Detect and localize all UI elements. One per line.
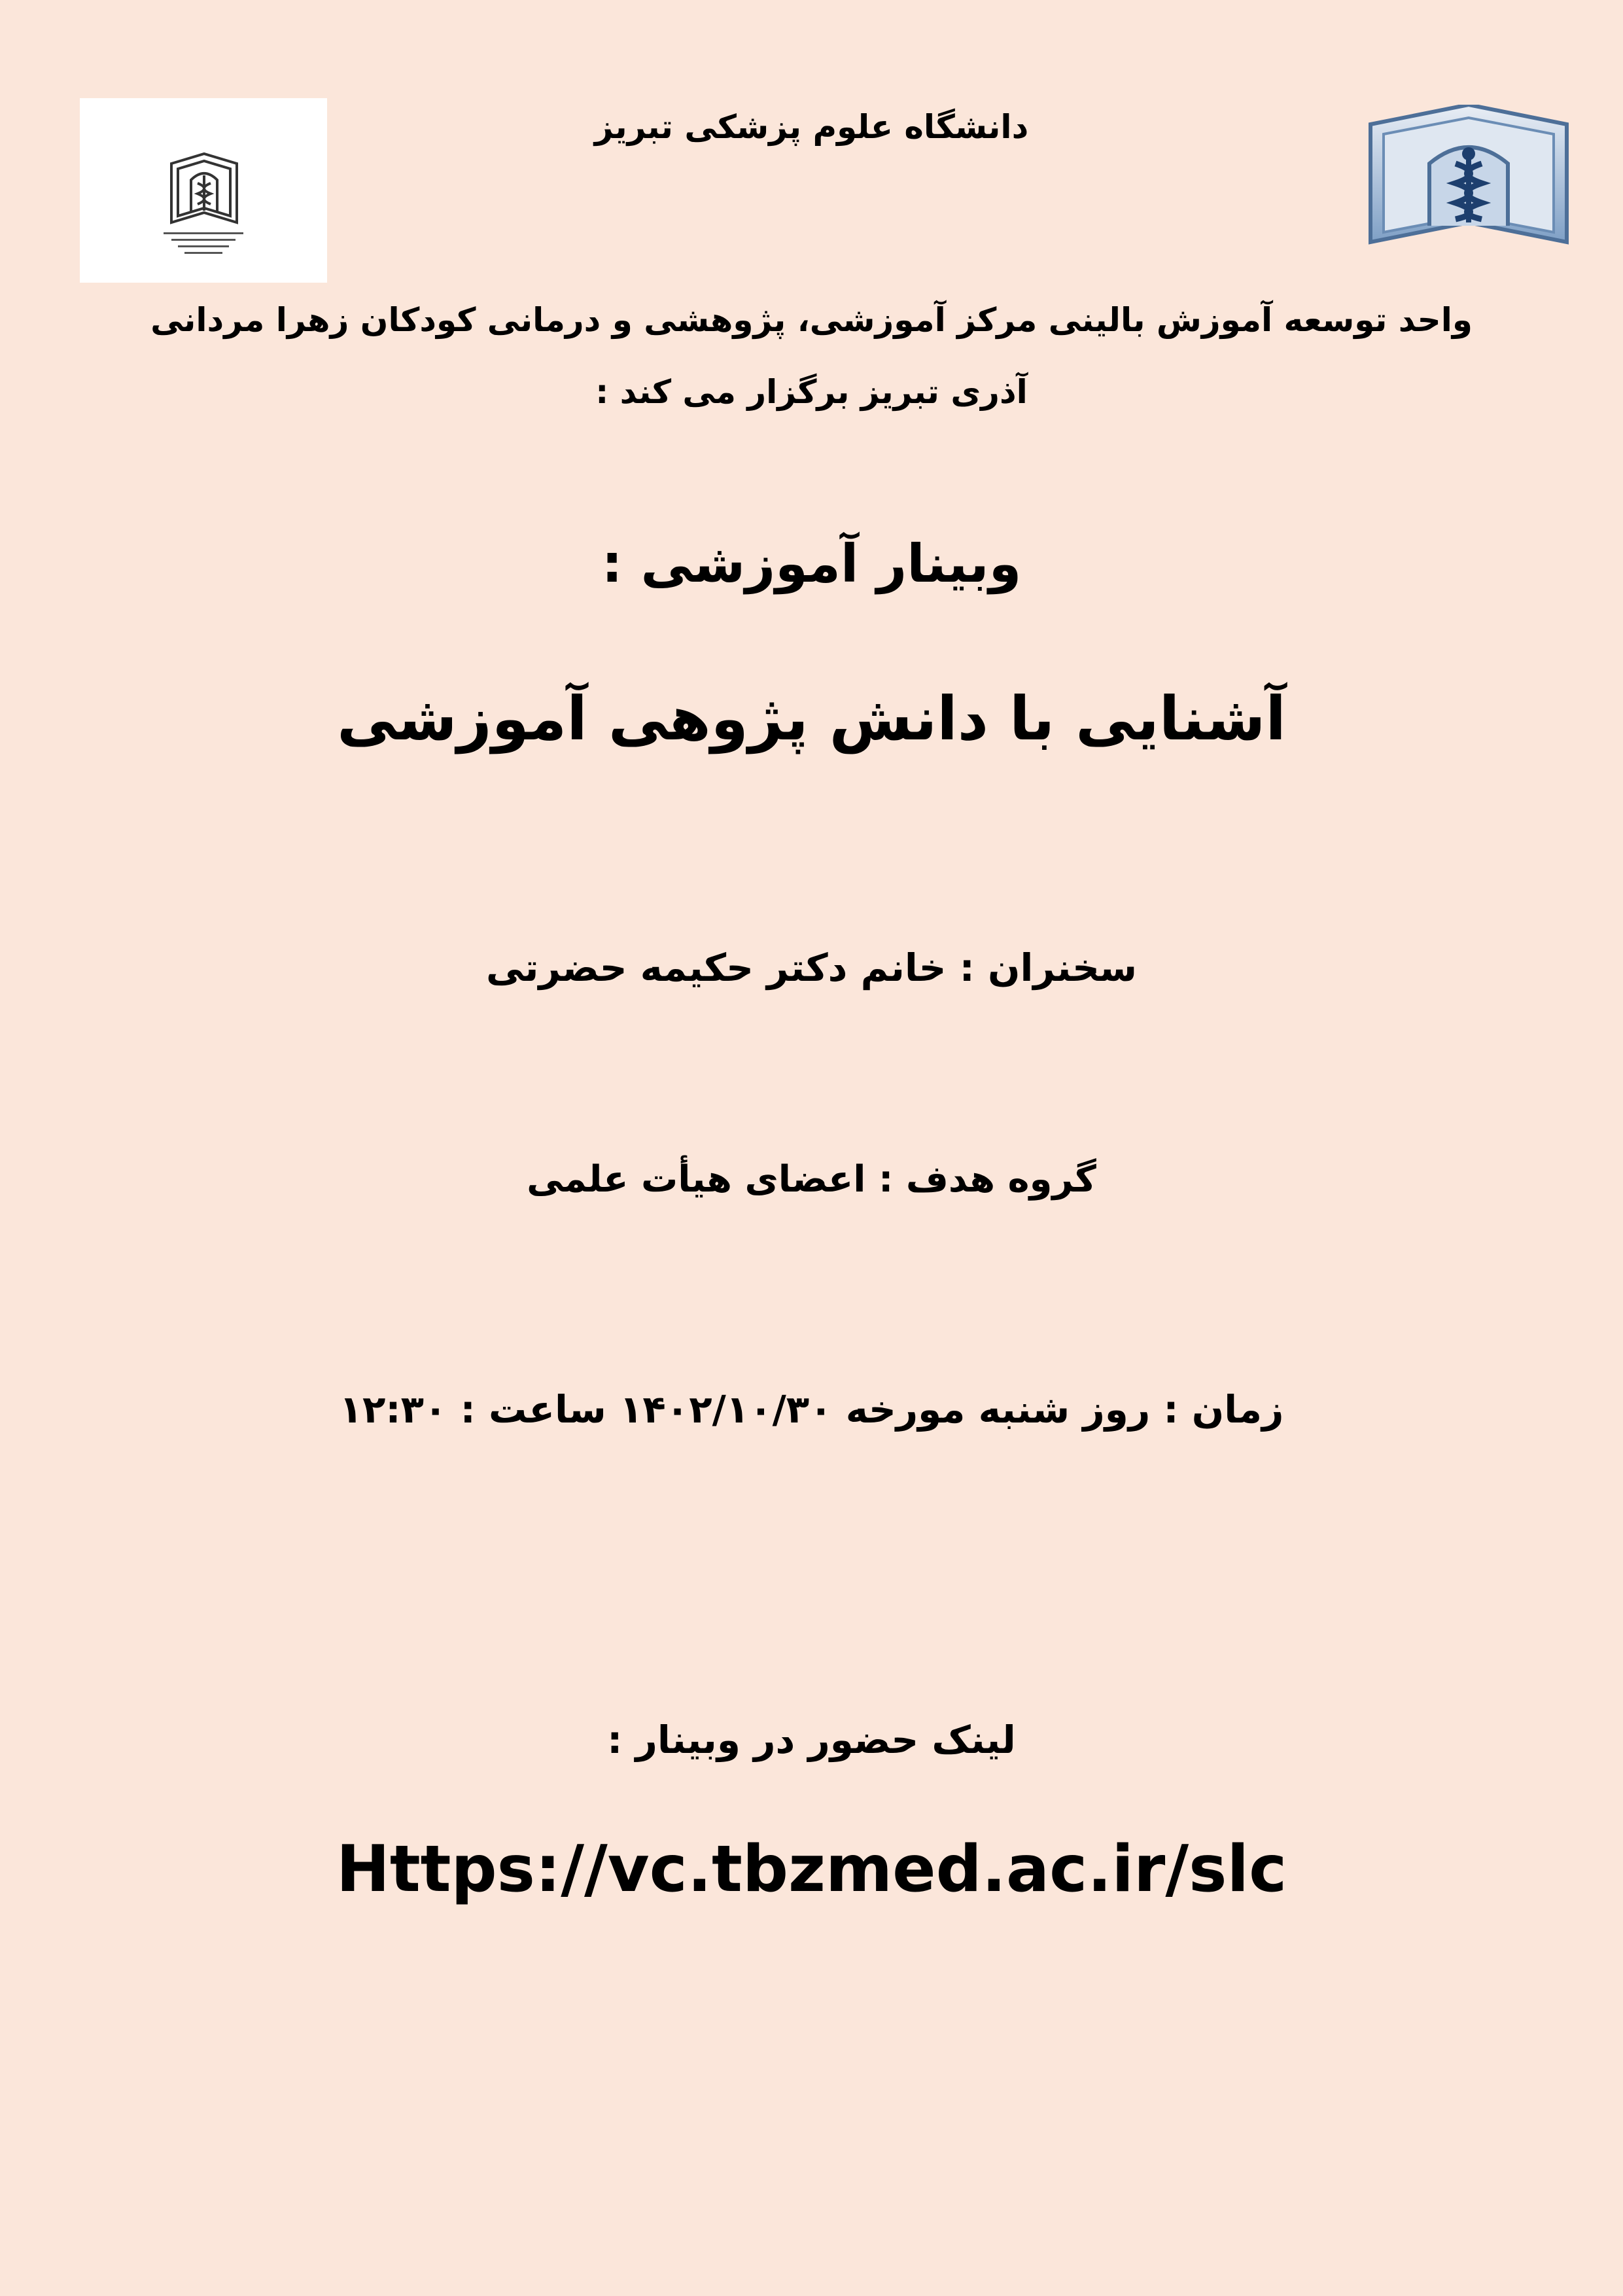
speaker-line: سخنران : خانم دکتر حکیمه حضرتی: [486, 945, 1137, 990]
organizer-line-2: آذری تبریز برگزار می کند :: [595, 373, 1028, 411]
organizer-line-1: واحد توسعه آموزش بالینی مرکز آموزشی، پژوهشی و درمانی کودکان زهرا مردانی: [150, 301, 1473, 339]
webinar-url[interactable]: Https://vc.tbzmed.ac.ir/slc: [336, 1832, 1287, 1907]
webinar-title: آشنایی با دانش پژوهی آموزشی: [337, 684, 1286, 754]
date-time-line: زمان : روز شنبه مورخه ۱۴۰۲/۱۰/۳۰ ساعت : ۱۲:۳۰: [339, 1387, 1284, 1432]
target-audience-line: گروه هدف : اعضای هیأت علمی: [527, 1158, 1096, 1201]
webinar-link[interactable]: [0, 1832, 1623, 1907]
webinar-label: وبینار آموزشی :: [601, 533, 1022, 594]
link-label: لینک حضور در وبینار :: [607, 1718, 1016, 1762]
university-name: دانشگاه علوم پزشکی تبریز: [594, 108, 1029, 146]
